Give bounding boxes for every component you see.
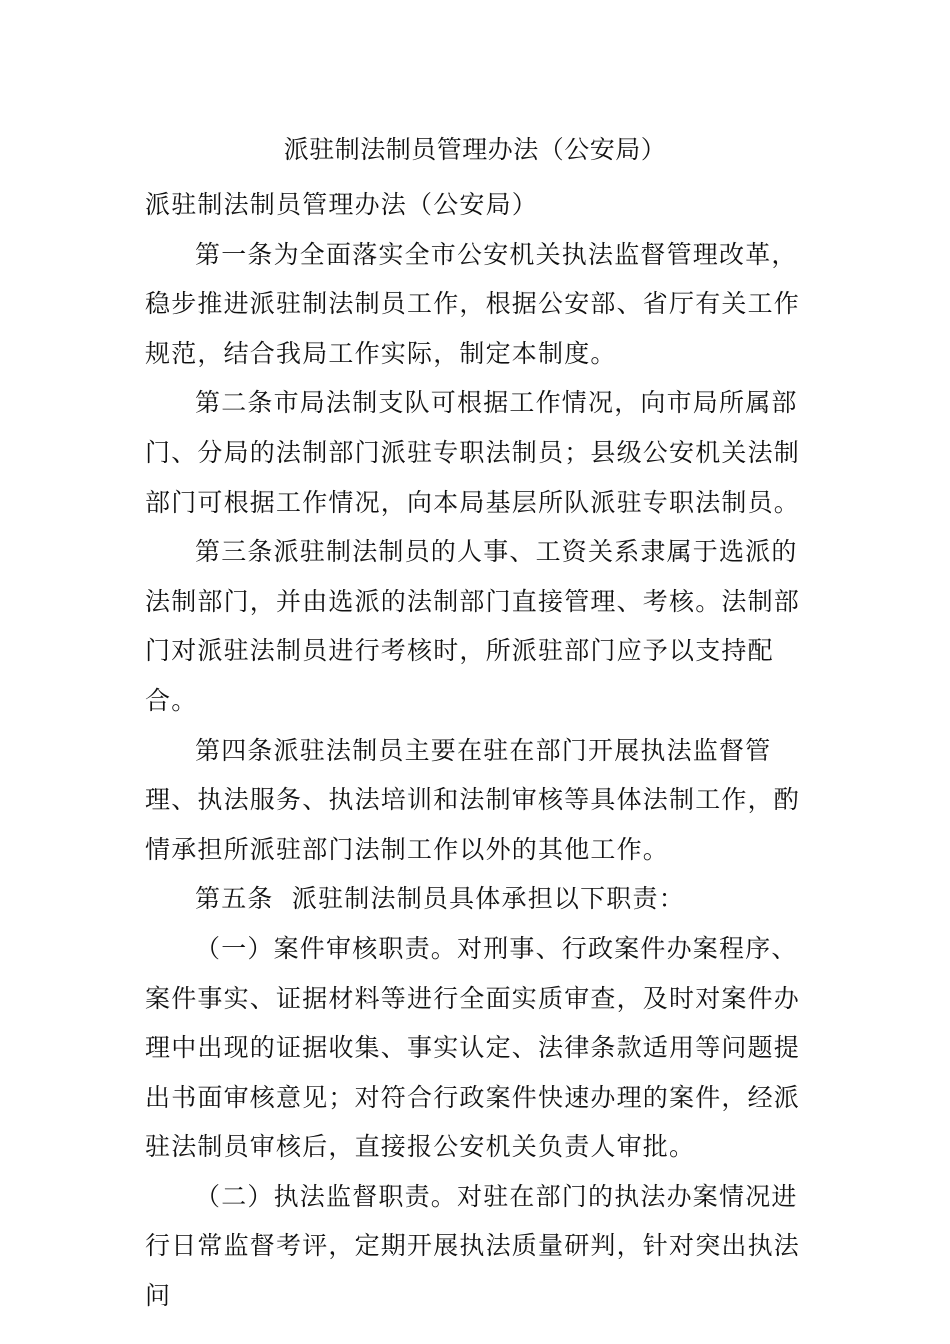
article-3-paragraph: 第三条派驻制法制员的人事、工资关系隶属于选派的法制部门，并由选派的法制部门直接管理、考核。法制部门对派驻法制员进行考核时，所派驻部门应予以支持配合。 <box>145 537 801 715</box>
article-4-paragraph: 第四条派驻法制员主要在驻在部门开展执法监督管理、执法服务、执法培训和法制审核等具体法制工作，酌情承担所派驻部门法制工作以外的其他工作。 <box>145 735 801 864</box>
duty-2-paragraph: （二）执法监督职责。对驻在部门的执法办案情况进行日常监督考评，定期开展执法质量研判，针对突出执法问 <box>145 1181 801 1311</box>
duty-1-paragraph: （一）案件审核职责。对刑事、行政案件办案程序、案件事实、证据材料等进行全面实质审查，及时对案件办理中出现的证据收集、事实认定、法律条款适用等问题提出书面审核意见；对符合行政案件快速办理的案件，经派驻法制员审核后，直接报公安机关负责人审批。 <box>145 933 801 1162</box>
article-1-paragraph: 第一条为全面落实全市公安机关执法监督管理改革，稳步推进派驻制法制员工作，根据公安部、省厅有关工作规范，结合我局工作实际，制定本制度。 <box>145 239 801 368</box>
article-5-paragraph: 第五条 派驻制法制员具体承担以下职责： <box>195 884 685 914</box>
document-subtitle: 派驻制法制员管理办法（公安局） <box>145 190 539 219</box>
document-title: 派驻制法制员管理办法（公安局） <box>283 135 667 164</box>
document-body <box>145 180 820 1321</box>
article-2-paragraph: 第二条市局法制支队可根据工作情况，向市局所属部门、分局的法制部门派驻专职法制员；县级公安机关法制部门可根据工作情况，向本局基层所队派驻专职法制员。 <box>145 388 801 517</box>
